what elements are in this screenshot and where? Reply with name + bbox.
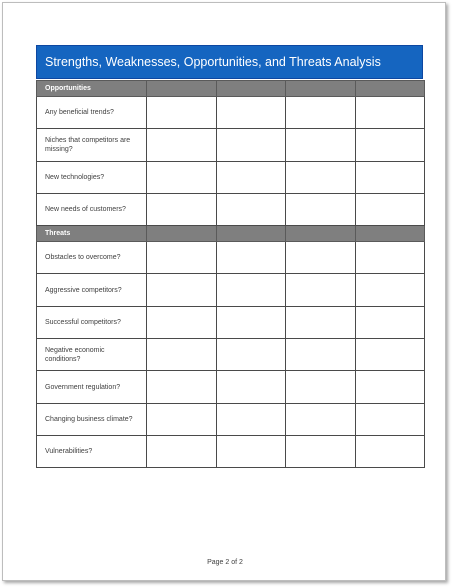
page-number: Page 2 of 2 xyxy=(207,559,243,566)
answer-cell[interactable] xyxy=(216,274,286,306)
answer-cell[interactable] xyxy=(355,339,425,371)
header-cell xyxy=(147,226,217,242)
question-label: Government regulation? xyxy=(37,371,147,403)
table-row xyxy=(37,339,425,371)
answer-cell[interactable] xyxy=(216,339,286,371)
table-row xyxy=(37,193,425,225)
answer-cell[interactable] xyxy=(147,371,217,403)
header-cell xyxy=(216,81,286,97)
answer-cell[interactable] xyxy=(147,193,217,225)
table-row xyxy=(37,306,425,338)
answer-cell[interactable] xyxy=(286,129,356,161)
answer-cell[interactable] xyxy=(286,371,356,403)
answer-cell[interactable] xyxy=(355,403,425,435)
section-header-opportunities xyxy=(37,81,425,97)
answer-cell[interactable] xyxy=(216,371,286,403)
answer-cell[interactable] xyxy=(355,306,425,338)
section-heading: Threats xyxy=(37,226,147,242)
answer-cell[interactable] xyxy=(147,435,217,467)
answer-cell[interactable] xyxy=(147,161,217,193)
table-row xyxy=(37,242,425,274)
answer-cell[interactable] xyxy=(286,339,356,371)
answer-cell[interactable] xyxy=(355,129,425,161)
answer-cell[interactable] xyxy=(216,161,286,193)
table-row xyxy=(37,403,425,435)
answer-cell[interactable] xyxy=(216,403,286,435)
answer-cell[interactable] xyxy=(355,435,425,467)
answer-cell[interactable] xyxy=(355,193,425,225)
header-cell xyxy=(147,81,217,97)
answer-cell[interactable] xyxy=(216,435,286,467)
answer-cell[interactable] xyxy=(355,274,425,306)
header-cell xyxy=(286,226,356,242)
table-row xyxy=(37,435,425,467)
table-row xyxy=(37,274,425,306)
answer-cell[interactable] xyxy=(286,403,356,435)
answer-cell[interactable] xyxy=(147,129,217,161)
header-cell xyxy=(355,226,425,242)
header-cell xyxy=(355,81,425,97)
answer-cell[interactable] xyxy=(286,306,356,338)
document-title: Strengths, Weaknesses, Opportunities, and Threats Analysis xyxy=(36,45,423,79)
question-label: Niches that competitors are missing? xyxy=(37,129,147,161)
answer-cell[interactable] xyxy=(147,97,217,129)
answer-cell[interactable] xyxy=(147,242,217,274)
answer-cell[interactable] xyxy=(355,371,425,403)
answer-cell[interactable] xyxy=(355,97,425,129)
answer-cell[interactable] xyxy=(286,97,356,129)
table-row xyxy=(37,129,425,161)
question-label: New technologies? xyxy=(37,161,147,193)
answer-cell[interactable] xyxy=(216,193,286,225)
answer-cell[interactable] xyxy=(286,435,356,467)
question-label: Vulnerabilities? xyxy=(37,435,147,467)
answer-cell[interactable] xyxy=(355,161,425,193)
header-cell xyxy=(216,226,286,242)
answer-cell[interactable] xyxy=(286,242,356,274)
table-row xyxy=(37,371,425,403)
question-label: New needs of customers? xyxy=(37,193,147,225)
question-label: Obstacles to overcome? xyxy=(37,242,147,274)
table-row xyxy=(37,161,425,193)
question-label: Aggressive competitors? xyxy=(37,274,147,306)
header-cell xyxy=(286,81,356,97)
question-label: Changing business climate? xyxy=(37,403,147,435)
question-label: Any beneficial trends? xyxy=(37,97,147,129)
section-header-threats xyxy=(37,226,425,242)
swot-table xyxy=(36,80,425,468)
answer-cell[interactable] xyxy=(147,403,217,435)
answer-cell[interactable] xyxy=(216,242,286,274)
answer-cell[interactable] xyxy=(286,161,356,193)
answer-cell[interactable] xyxy=(147,306,217,338)
question-label: Negative economic conditions? xyxy=(37,339,147,371)
table-row xyxy=(37,97,425,129)
section-heading: Opportunities xyxy=(37,81,147,97)
answer-cell[interactable] xyxy=(355,242,425,274)
answer-cell[interactable] xyxy=(216,129,286,161)
answer-cell[interactable] xyxy=(286,193,356,225)
document-page xyxy=(2,2,446,581)
answer-cell[interactable] xyxy=(216,97,286,129)
answer-cell[interactable] xyxy=(216,306,286,338)
answer-cell[interactable] xyxy=(147,339,217,371)
answer-cell[interactable] xyxy=(147,274,217,306)
answer-cell[interactable] xyxy=(286,274,356,306)
question-label: Successful competitors? xyxy=(37,306,147,338)
